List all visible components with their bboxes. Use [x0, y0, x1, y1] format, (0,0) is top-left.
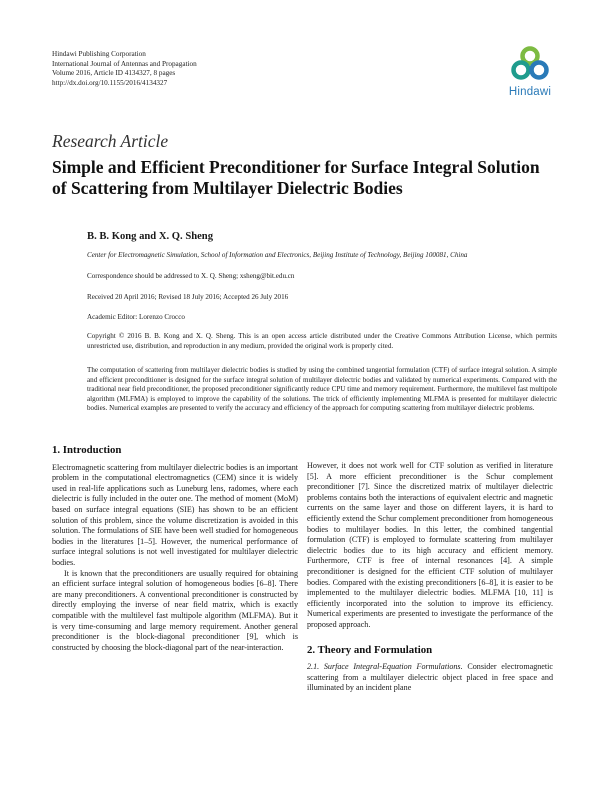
affiliation: Center for Electromagnetic Simulation, School of Information and Electronics, Beijing Institute of Technology, Beijing 100081, China — [87, 251, 468, 259]
left-column — [52, 445, 298, 653]
publisher-info — [52, 50, 197, 88]
intro-heading: 1. Introduction — [52, 444, 122, 456]
publisher-name: Hindawi Publishing Corporation — [52, 50, 146, 58]
intro-paragraph-3: However, it does not work well for CTF solution as verified in literature [5]. A more efficient preconditioner is the Schur complement preconditioner [7]. Since the discretized matrix of multilayer dielectric problems contains both the interactions of equivalent electric and magnetic currents on the same layer and those on different layers, it is hard to efficiently extend the Schur complement preconditioner from homogeneous bodies to multilayer bodies. In this letter, the combined tangential formulation (CTF) is employed to formulate scattering from multilayer dielectric bodies due to its high accuracy and efficient memory. Furthermore, CTF is free of internal resonances [4]. A simple preconditioner is designed for the efficient CTF solution of multilayer bodies. Compared with the existing preconditioners [6–8], it is easier to be implemented to the multilayer dielectric bodies. MLFMA [10, 11] is efficiently incorporated into the solution to improve its efficiency. Numerical experiments are presented to investigate the performance of the proposed approach. — [307, 461, 553, 629]
theory-paragraph-1 — [307, 662, 553, 694]
volume-info: Volume 2016, Article ID 4134327, 8 pages — [52, 69, 176, 78]
hindawi-logo — [502, 45, 558, 98]
doi-link[interactable]: http://dx.doi.org/10.1155/2016/4134327 — [52, 78, 168, 87]
journal-name: International Journal of Antennas and Propagation — [52, 59, 197, 68]
logo-wordmark: Hindawi — [508, 86, 552, 98]
dates: Received 20 April 2016; Revised 18 July 2016; Accepted 26 July 2016 — [87, 293, 289, 301]
theory-heading: 2. Theory and Formulation — [307, 643, 433, 656]
article-title: Simple and Efficient Preconditioner for Surface Integral Solution of Scattering from Multilayer Dielectric Bodies — [52, 157, 540, 198]
hindawi-logo-icon — [510, 45, 550, 85]
article-type: Research Article — [52, 131, 169, 151]
intro-paragraph-1: Electromagnetic scattering from multilayer dielectric bodies is an important problem in the computational electromagnetics (CEM) since it is widely used in real-life applications such as Luneburg lens, radomes, where each dielectric is fully included in the outer one. The method of moment (MoM) based on surface integral equations (SIE) has shown to be an efficient solution of this problem, since the volume discretization is avoided in this solution. The formulations of SIE have been well studied for homogeneous bodies in the literatures [1–5]. However, the numerical performance of surface integral solutions is not well investigated for multilayer dielectric bodies. — [52, 462, 298, 567]
abstract: The computation of scattering from multilayer dielectric bodies is studied by using the combined tangential formulation (CTF) of surface integral solution. A simple and efficient preconditioner is designed for the surface integral solution of multilayer dielectric bodies and validated by numerical experiments. Compared with the traditional near field preconditioner, the proposed preconditioner significantly reduce CPU time and memory requirement. Furthermore, the multilevel fast multipole algorithm (MLFMA) is employed to improve the capability of the solutions. The trick of efficiently implementing MLFMA is presented for multilayer dielectric bodies. Numerical examples are presented to verify the accuracy and efficiency of the approach for computing scattering from multilayer dielectric problems. — [87, 366, 557, 413]
intro-paragraph-2: It is known that the preconditioners are usually required for obtaining an efficient surface integral solution of homogeneous bodies [6–8]. There are many preconditioners. A conventional preconditioner is constructed by directly employing the inverse of near field matrix, which is exactly compatible with the multilevel fast multipole algorithm (MLFMA). But it is very time-consuming and large memory requirement. Another general preconditioner is the block-diagonal preconditioner [9], which is constructed by choosing the block-diagonal part of the near-interaction. — [52, 568, 298, 652]
theory-text: Consider electromagnetic scattering from a multilayer dielectric object placed in free space and illuminated by an incident plane — [307, 662, 553, 693]
correspondence: Correspondence should be addressed to X. Q. Sheng; xsheng@bit.edu.cn — [87, 272, 295, 280]
copyright: Copyright © 2016 B. B. Kong and X. Q. Sheng. This is an open access article distributed under the Creative Commons Attribution License, which permits unrestricted use, distribution, and reproduction in any medium, provided the original work is properly cited. — [87, 332, 557, 350]
authors: B. B. Kong and X. Q. Sheng — [87, 231, 213, 242]
academic-editor: Academic Editor: Lorenzo Crocco — [87, 313, 185, 321]
right-column — [307, 461, 553, 694]
theory-subheading: 2.1. Surface Integral-Equation Formulations. — [307, 662, 463, 672]
